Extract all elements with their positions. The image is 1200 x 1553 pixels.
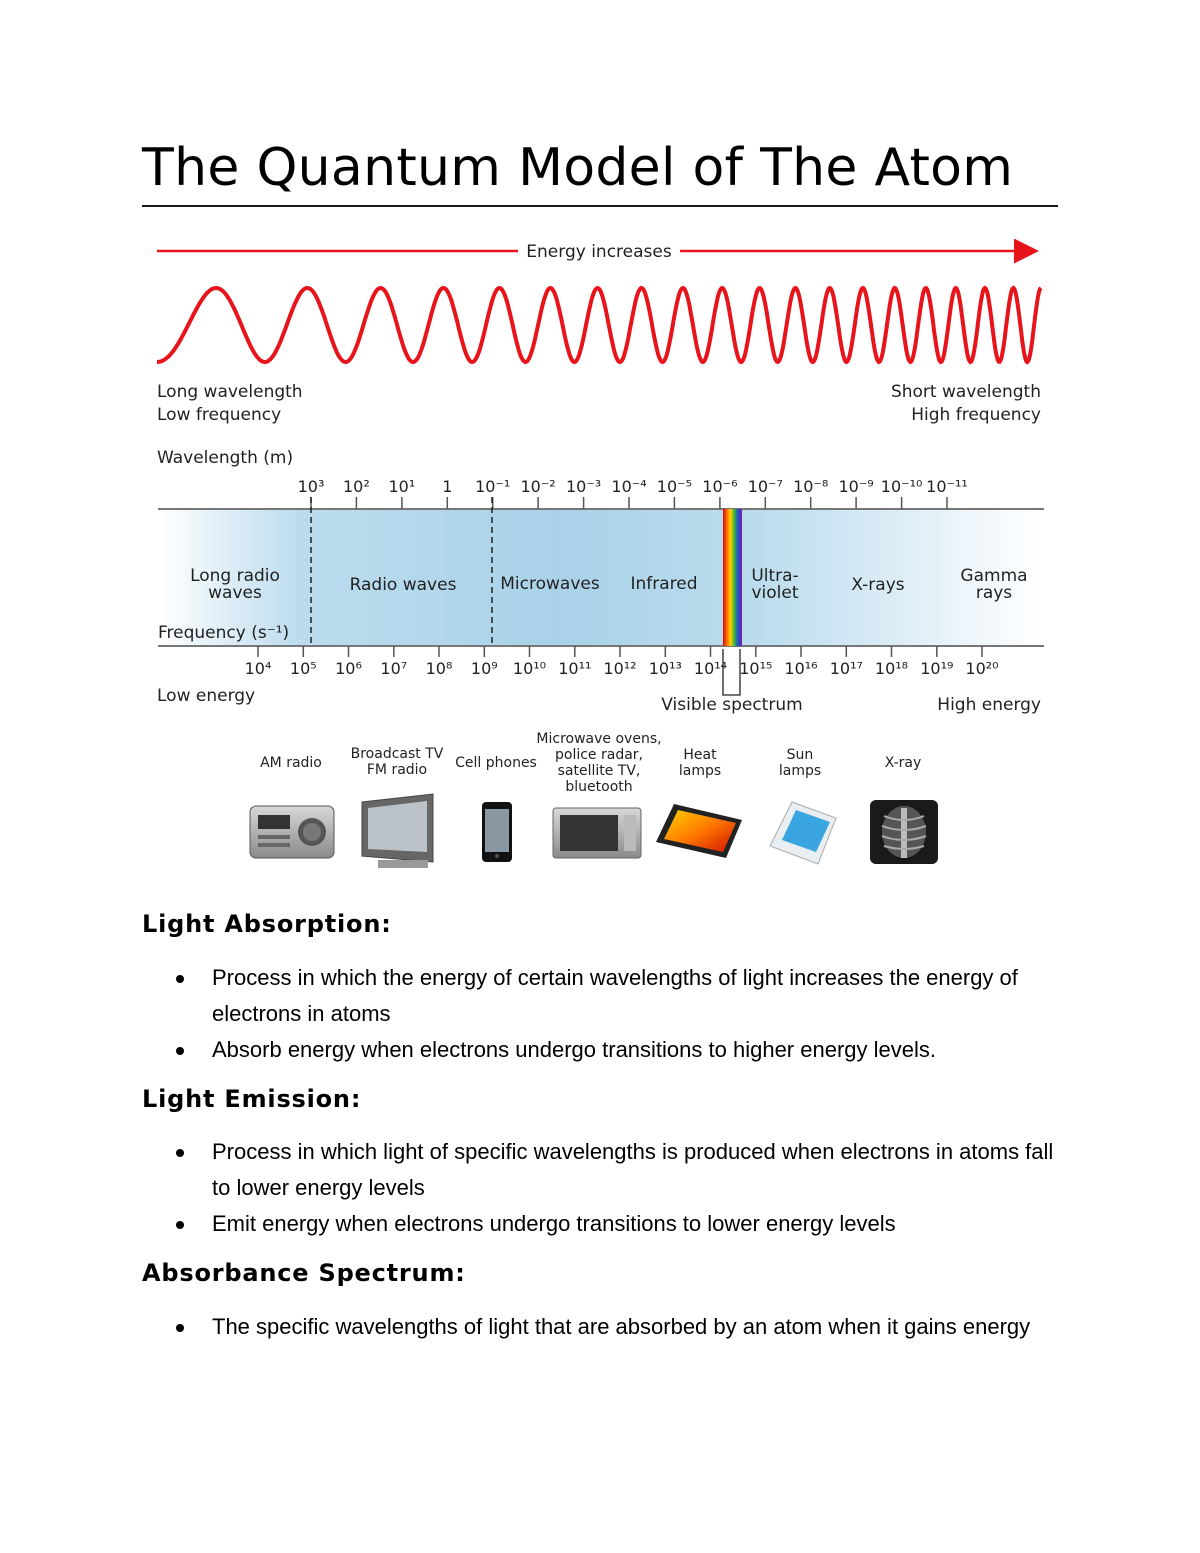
- wavelength-tick-label: 10⁻⁸: [793, 477, 829, 496]
- frequency-tick-label: 10¹⁴: [693, 659, 728, 678]
- app-microwave-label-2: police radar,: [555, 747, 643, 763]
- wavelength-tick-label: 10⁻¹¹: [926, 477, 968, 496]
- visible-spectrum-rainbow: [723, 509, 742, 646]
- wave-curve: [157, 288, 1041, 362]
- list-item: Absorb energy when electrons undergo transitions to higher energy levels.: [142, 1032, 1072, 1068]
- region-ultraviolet-2: violet: [751, 583, 799, 603]
- absorbance-spectrum-list: [142, 1309, 1072, 1345]
- frequency-tick-label: 10¹²: [603, 659, 637, 678]
- frequency-tick-label: 10¹⁶: [784, 659, 818, 678]
- wavelength-tick-marks: [311, 497, 947, 509]
- region-microwaves: Microwaves: [500, 574, 600, 594]
- light-emission-list: [142, 1134, 1072, 1242]
- title-underline: [142, 205, 1058, 207]
- frequency-tick-label: 10⁷: [380, 659, 408, 678]
- app-microwave-label-1: Microwave ovens,: [536, 731, 662, 747]
- wavelength-tick-label: 10⁻²: [520, 477, 556, 496]
- frequency-tick-label: 10¹³: [648, 659, 682, 678]
- frequency-tick-label: 10¹⁰: [512, 659, 547, 678]
- section-heading-light-absorption: Light Absorption:: [142, 910, 392, 938]
- region-xrays: X-rays: [851, 575, 905, 595]
- cell-phone-icon: [482, 802, 512, 862]
- app-microwave-label-3: satellite TV,: [557, 763, 641, 779]
- wavelength-axis-label: Wavelength (m): [157, 448, 294, 468]
- visible-spectrum-label: Visible spectrum: [661, 695, 803, 715]
- list-item: Emit energy when electrons undergo transitions to lower energy levels: [142, 1206, 1072, 1242]
- frequency-tick-label: 10⁸: [425, 659, 453, 678]
- long-wavelength-label: Long wavelength: [157, 382, 303, 402]
- section-heading-light-emission: Light Emission:: [142, 1085, 362, 1113]
- frequency-tick-label: 10²⁰: [965, 659, 999, 678]
- wavelength-tick-label: 10³: [297, 477, 325, 496]
- wavelength-tick-label: 1: [442, 477, 453, 496]
- xray-image-icon: [870, 800, 938, 864]
- wavelength-tick-label: 10⁻⁹: [838, 477, 874, 496]
- high-frequency-label: High frequency: [911, 405, 1041, 425]
- frequency-tick-label: 10¹⁷: [829, 659, 863, 678]
- energy-increases-label: Energy increases: [526, 242, 672, 262]
- app-sun-lamps-label: Sun: [786, 747, 814, 763]
- app-heat-lamps-label-2: lamps: [678, 763, 722, 779]
- short-wavelength-label: Short wavelength: [890, 382, 1041, 402]
- region-radio: Radio waves: [349, 575, 457, 595]
- wavelength-tick-label: 10⁻³: [565, 477, 602, 496]
- app-am-radio-label: AM radio: [260, 755, 322, 771]
- wavelength-tick-labels: [298, 477, 968, 496]
- wavelength-tick-label: 10²: [343, 477, 370, 496]
- frequency-tick-label: 10⁶: [335, 659, 362, 678]
- frequency-tick-label: 10¹⁹: [920, 659, 954, 678]
- list-item: The specific wavelengths of light that are absorbed by an atom when it gains energy: [142, 1309, 1072, 1345]
- wavelength-tick-label: 10⁻⁷: [747, 477, 783, 496]
- app-cell-phones-label: Cell phones: [455, 755, 537, 771]
- microwave-oven-icon: [553, 808, 641, 858]
- frequency-tick-label: 10⁵: [289, 659, 317, 678]
- frequency-tick-label: 10⁹: [470, 659, 498, 678]
- page-title: The Quantum Model of The Atom: [142, 138, 1014, 198]
- region-gamma-2: rays: [975, 583, 1013, 603]
- frequency-tick-label: 10⁴: [244, 659, 272, 678]
- wavelength-tick-label: 10⁻⁴: [611, 477, 647, 496]
- low-frequency-label: Low frequency: [157, 405, 282, 425]
- wavelength-tick-label: 10⁻⁶: [702, 477, 738, 496]
- spectrum-band: [158, 509, 1044, 646]
- region-gamma: Gamma: [960, 566, 1028, 586]
- electromagnetic-spectrum-diagram: [0, 225, 1200, 885]
- app-microwave-label-4: bluetooth: [565, 779, 633, 795]
- region-long-radio: Long radio: [190, 566, 280, 586]
- region-ultraviolet: Ultra-: [751, 566, 799, 586]
- frequency-tick-labels: [245, 659, 999, 678]
- list-item: Process in which light of specific wavelengths is produced when electrons in atoms fall to lower energy levels: [142, 1134, 1072, 1206]
- section-heading-absorbance-spectrum: Absorbance Spectrum:: [142, 1259, 466, 1287]
- app-broadcast-tv-label: Broadcast TV: [350, 746, 444, 762]
- app-heat-lamps-label: Heat: [683, 747, 717, 763]
- frequency-tick-label: 10¹¹: [558, 659, 592, 678]
- high-energy-label: High energy: [937, 695, 1041, 715]
- frequency-axis-label: Frequency (s⁻¹): [158, 623, 290, 643]
- wavelength-tick-label: 10¹: [388, 477, 416, 496]
- tv-icon: [362, 794, 433, 868]
- frequency-tick-label: 10¹⁸: [874, 659, 909, 678]
- wavelength-tick-label: 10⁻⁵: [656, 477, 693, 496]
- app-xray-label: X-ray: [884, 755, 922, 771]
- region-long-radio-2: waves: [208, 583, 262, 603]
- sun-lamp-icon: [770, 802, 836, 864]
- frequency-tick-marks: [258, 646, 982, 657]
- heat-lamp-icon: [656, 804, 742, 858]
- region-infrared: Infrared: [630, 574, 698, 594]
- list-item: Process in which the energy of certain wavelengths of light increases the energy of electrons in atoms: [142, 960, 1072, 1032]
- frequency-tick-label: 10¹⁵: [739, 659, 773, 678]
- app-sun-lamps-label-2: lamps: [778, 763, 822, 779]
- wavelength-tick-label: 10⁻¹: [475, 477, 511, 496]
- low-energy-label: Low energy: [157, 686, 256, 706]
- wavelength-tick-label: 10⁻¹⁰: [880, 477, 923, 496]
- app-fm-radio-label: FM radio: [366, 762, 428, 778]
- light-absorption-list: [142, 960, 1072, 1068]
- am-radio-icon: [250, 806, 334, 858]
